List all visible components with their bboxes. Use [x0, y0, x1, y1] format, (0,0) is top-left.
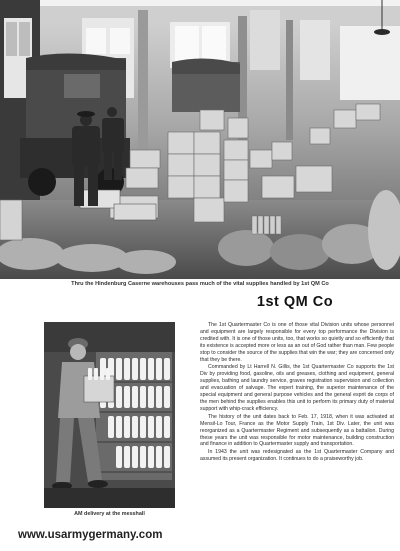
article-paragraph: In 1943 the unit was redesignated as the 1st Quartermaster Company and assumed its present organization. It continues to do a praiseworthy job.	[200, 449, 394, 463]
messhall-photo-caption: AM delivery at the messhall	[74, 511, 145, 517]
article-paragraph: Commanded by Lt Harrell N. Gillis, the 1st Quartermaster Co supports the 1st Div by providing food, gasoline, oils and greases, clothing and equipment, general supplies, bathing and laundry service, graves registration supervision and collection and evacuation of salvage. The expert training, the superior maintenance of the special equipment and general purpose vehicles and the general esprit de corps of the men behind the supplies enables this unit to perform its primary duty of material support with whip-crack efficiency.	[200, 364, 394, 412]
article-paragraph: The history of the unit dates back to Feb. 17, 1918, when it was activated at Mensil-Lo Tour, France as the Motor Supply Train, 1st Div. Later, the unit was reorganized as a Quartermaster Regiment and subsequently as a battalion. During these years the unit was responsible for motor maintenance, building construction and finance in addition to Quartermaster supply and transportation.	[200, 413, 394, 448]
messhall-photo	[44, 322, 175, 508]
section-title: 1st QM Co	[256, 294, 334, 310]
article-paragraph: The 1st Quartermaster Co is one of those vital Division units whose personnel and equipment are largely responsible for every top performance the Division is credited with. It is one of those units, too, that works so quietly and so efficiently that its existence is accepted more or less as an out of God rather than man. Few people stop to consider the source of the supplies that win the war; they are concerned only that they be there.	[200, 322, 394, 363]
warehouse-photo-caption: Thru the Hindenburg Caserne warehouses pass much of the vital supplies handled by 1st QM Co	[71, 281, 329, 287]
article-body	[200, 322, 394, 464]
website-url: www.usarmygermany.com	[18, 529, 163, 541]
